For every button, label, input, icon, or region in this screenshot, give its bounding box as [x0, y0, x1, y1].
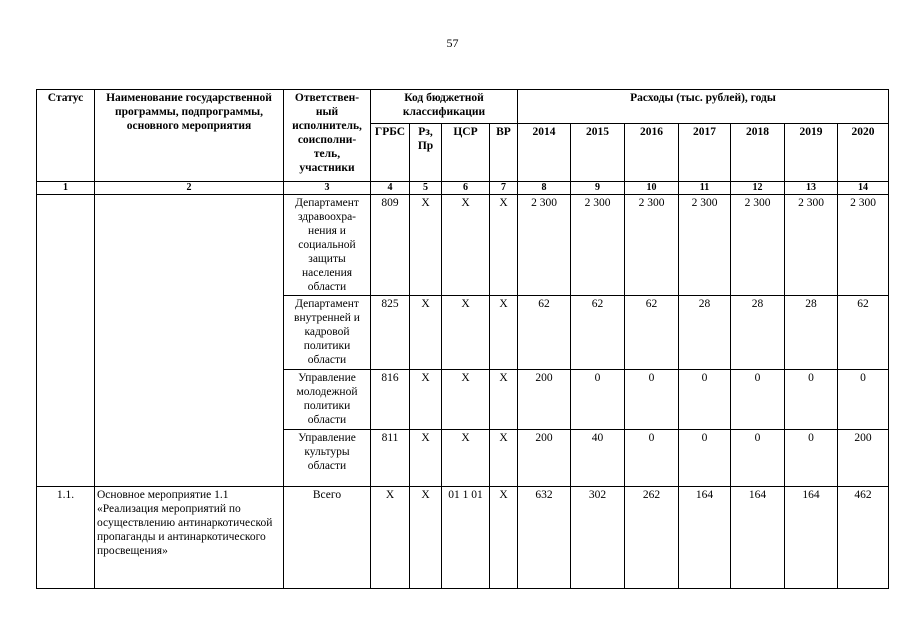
- csr-cell: Х: [442, 370, 490, 430]
- rzpr-cell: Х: [410, 195, 442, 296]
- column-number: 6: [442, 182, 490, 195]
- value-cell: 62: [518, 296, 571, 370]
- column-number: 14: [838, 182, 889, 195]
- value-cell: 2 300: [518, 195, 571, 296]
- csr-cell: Х: [442, 195, 490, 296]
- column-number: 12: [731, 182, 785, 195]
- value-cell: 0: [625, 370, 679, 430]
- header-year: 2016: [625, 124, 679, 182]
- header-year: 2019: [785, 124, 838, 182]
- value-cell: 2 300: [571, 195, 625, 296]
- grbs-cell: 816: [371, 370, 410, 430]
- rzpr-cell: Х: [410, 430, 442, 487]
- table-row: [37, 195, 889, 296]
- value-cell: 302: [571, 487, 625, 589]
- status-cell: 1.1.: [37, 487, 95, 589]
- value-cell: 0: [731, 370, 785, 430]
- header-grbs: ГРБС: [371, 124, 410, 182]
- column-number: 11: [679, 182, 731, 195]
- column-number: 10: [625, 182, 679, 195]
- value-cell: 0: [625, 430, 679, 487]
- value-cell: 0: [571, 370, 625, 430]
- rzpr-cell: Х: [410, 370, 442, 430]
- header-year: 2020: [838, 124, 889, 182]
- grbs-cell: Х: [371, 487, 410, 589]
- column-number: 5: [410, 182, 442, 195]
- executor-cell: Управление культуры области: [284, 430, 371, 487]
- header-year: 2014: [518, 124, 571, 182]
- value-cell: 62: [838, 296, 889, 370]
- value-cell: 0: [731, 430, 785, 487]
- value-cell: 262: [625, 487, 679, 589]
- value-cell: 28: [785, 296, 838, 370]
- value-cell: 462: [838, 487, 889, 589]
- page-number: 57: [446, 36, 459, 50]
- value-cell: 0: [838, 370, 889, 430]
- value-cell: 200: [518, 430, 571, 487]
- column-number: 2: [95, 182, 284, 195]
- value-cell: 0: [679, 370, 731, 430]
- header-rzpr: Рз, Пр: [410, 124, 442, 182]
- value-cell: 28: [731, 296, 785, 370]
- name-cell-empty: [95, 195, 284, 487]
- vr-cell: Х: [490, 370, 518, 430]
- header-status: Статус: [37, 90, 95, 182]
- executor-cell: Всего: [284, 487, 371, 589]
- value-cell: 62: [571, 296, 625, 370]
- grbs-cell: 825: [371, 296, 410, 370]
- value-cell: 200: [838, 430, 889, 487]
- header-year: 2015: [571, 124, 625, 182]
- column-number: 1: [37, 182, 95, 195]
- csr-cell: Х: [442, 296, 490, 370]
- value-cell: 2 300: [625, 195, 679, 296]
- header-name: Наименование государственной программы, подпрограммы, основного мероприятия: [95, 90, 284, 182]
- column-numbers-row: [37, 182, 889, 195]
- column-number: 9: [571, 182, 625, 195]
- value-cell: 2 300: [785, 195, 838, 296]
- status-cell-empty: [37, 195, 95, 487]
- column-number: 4: [371, 182, 410, 195]
- name-cell: Основное мероприятие 1.1 «Реализация мероприятий по осуществлению антинаркотической пропаганды и антинаркотического просвещения»: [95, 487, 284, 589]
- value-cell: 164: [731, 487, 785, 589]
- value-cell: 62: [625, 296, 679, 370]
- vr-cell: Х: [490, 487, 518, 589]
- csr-cell: 01 1 01: [442, 487, 490, 589]
- header-year: 2017: [679, 124, 731, 182]
- header-executor: Ответствен-ный исполнитель, соисполни-тель, участники: [284, 90, 371, 182]
- vr-cell: Х: [490, 195, 518, 296]
- value-cell: 2 300: [838, 195, 889, 296]
- column-number: 7: [490, 182, 518, 195]
- header-expenses: Расходы (тыс. рублей), годы: [518, 90, 889, 124]
- value-cell: 0: [785, 370, 838, 430]
- value-cell: 164: [785, 487, 838, 589]
- value-cell: 164: [679, 487, 731, 589]
- value-cell: 632: [518, 487, 571, 589]
- vr-cell: Х: [490, 430, 518, 487]
- value-cell: 200: [518, 370, 571, 430]
- grbs-cell: 809: [371, 195, 410, 296]
- vr-cell: Х: [490, 296, 518, 370]
- value-cell: 0: [785, 430, 838, 487]
- value-cell: 40: [571, 430, 625, 487]
- executor-cell: Управление молодежной политики области: [284, 370, 371, 430]
- table-row-main-1-1: [37, 487, 889, 589]
- column-number: 13: [785, 182, 838, 195]
- header-year: 2018: [731, 124, 785, 182]
- column-number: 3: [284, 182, 371, 195]
- grbs-cell: 811: [371, 430, 410, 487]
- rzpr-cell: Х: [410, 487, 442, 589]
- value-cell: 2 300: [731, 195, 785, 296]
- executor-cell: Департамент внутренней и кадровой политики области: [284, 296, 371, 370]
- column-number: 8: [518, 182, 571, 195]
- value-cell: 0: [679, 430, 731, 487]
- budget-table: [36, 89, 889, 589]
- header-csr: ЦСР: [442, 124, 490, 182]
- rzpr-cell: Х: [410, 296, 442, 370]
- header-budget-code: Код бюджетной классификации: [371, 90, 518, 124]
- executor-cell: Департамент здравоохра-нения и социальной защиты населения области: [284, 195, 371, 296]
- csr-cell: Х: [442, 430, 490, 487]
- value-cell: 28: [679, 296, 731, 370]
- header-vr: ВР: [490, 124, 518, 182]
- value-cell: 2 300: [679, 195, 731, 296]
